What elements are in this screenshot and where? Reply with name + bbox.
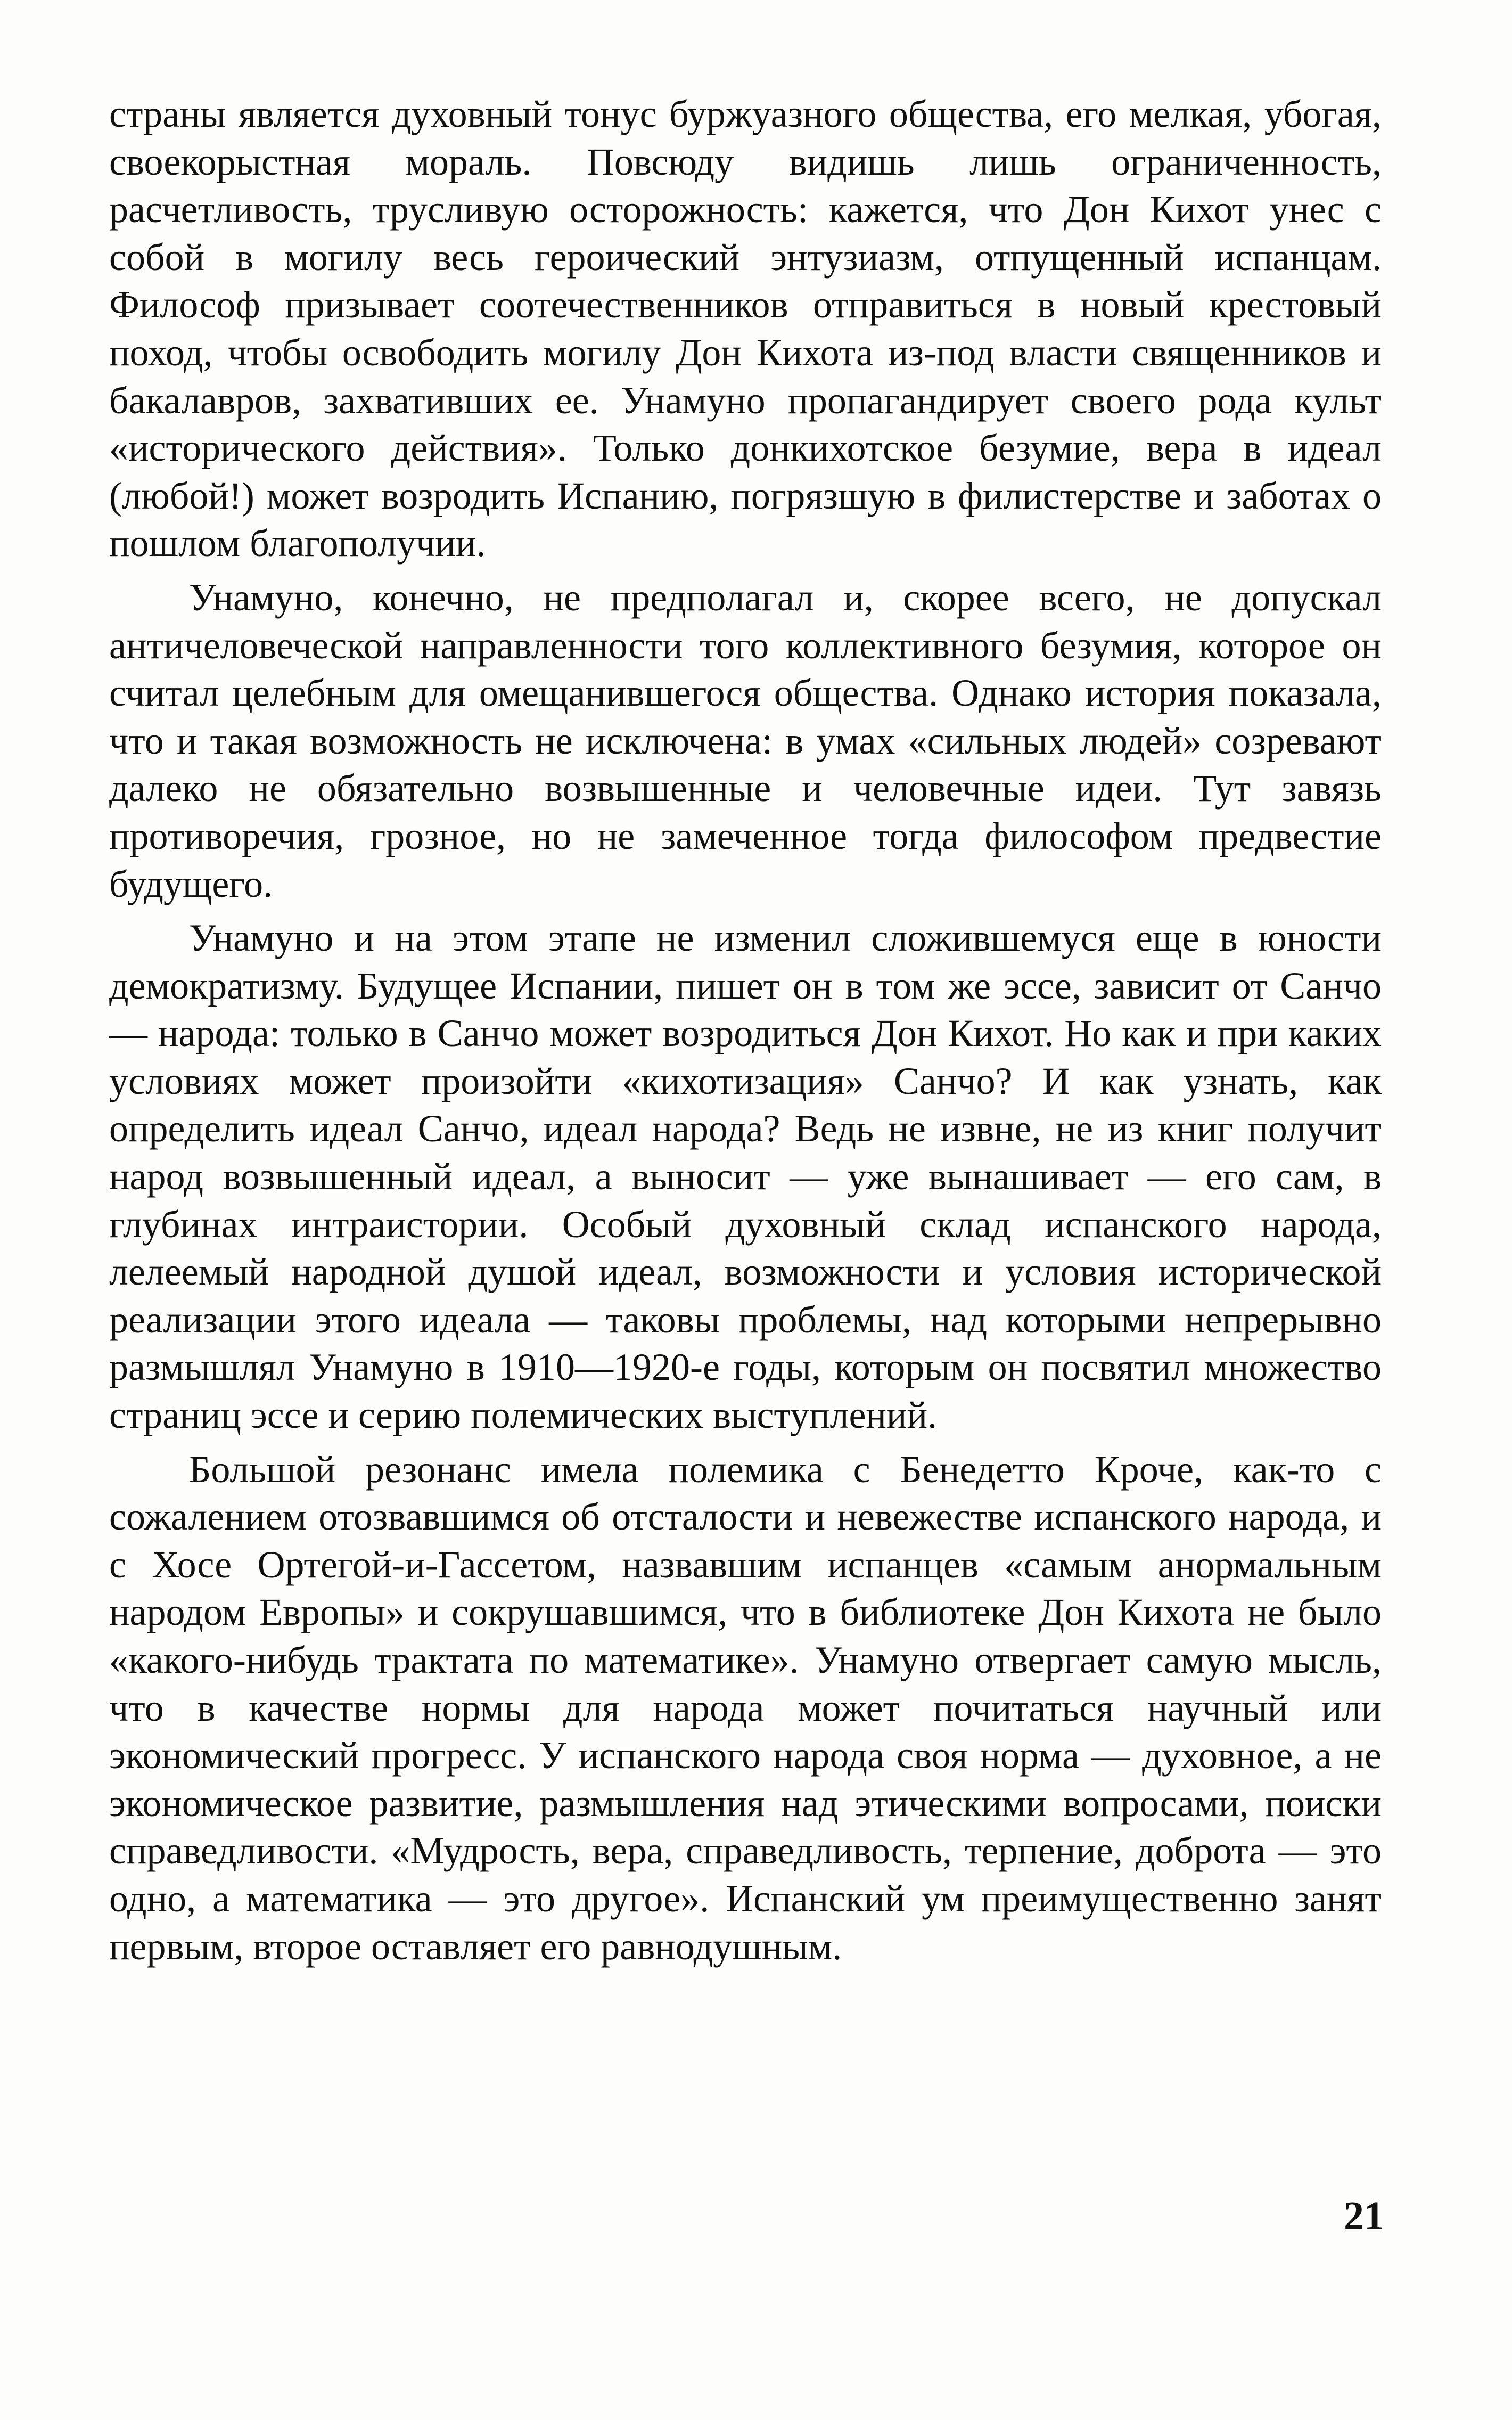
paragraph-3: Унамуно и на этом этапе не изменил сложившемуся еще в юности демократизму. Будущее Испании, пишет он в том же эссе, зависит от Санчо — народа: только в Санчо может возродиться Дон Кихот. Но как и при каких условиях может произойти «кихотизация» Санчо? И как узнать, как определить идеал Санчо, идеал народа? Ведь не извне, не из книг получит народ возвышенный идеал, а выносит — уже вынашивает — его сам, в глубинах интраистории. Особый духовный склад испанского народа, лелеемый народной душой идеал, возможности и условия исторической реализации этого идеала — таковы проблемы, над которыми непрерывно размышлял Унамуно в 1910—1920-е годы, которым он посвятил множество страниц эссе и серию полемических выступлений. xyxy=(109,917,1382,1437)
paragraph-2: Унамуно, конечно, не предполагал и, скорее всего, не допускал античеловеческой направленности того коллективного безумия, которое он считал целебным для омещанившегося общества. Однако история показала, что и такая возможность не исключена: в умах «сильных людей» созревают далеко не обязательно возвышенные и человечные идеи. Тут завязь противоречия, грозное, но не замеченное тогда философом предвестие будущего. xyxy=(109,576,1382,905)
paragraph-4: Большой резонанс имела полемика с Бенедетто Кроче, как-то с сожалением отозвавшимся об отсталости и невежестве испанского народа, и с Хосе Ортегой-и-Гассетом, назвавшим испанцев «самым анормальным народом Европы» и сокрушавшимся, что в библиотеке Дон Кихота не было «какого-нибудь трактата по математике». Унамуно отвергает самую мысль, что в качестве нормы для народа может почитаться научный или экономический прогресс. У испанского народа своя норма — духовное, а не экономическое развитие, размышления над этическими вопросами, поиски справедливости. «Мудрость, вера, справедливость, терпение, доброта — это одно, а математика — это другое». Испанский ум преимущественно занят первым, второе оставляет его равнодушным. xyxy=(109,1448,1382,1968)
page-number: 21 xyxy=(1344,2194,1384,2238)
page-body-text xyxy=(109,91,1382,1977)
paragraph-1: страны является духовный тонус буржуазного общества, его мелкая, убогая, своекорыстная мораль. Повсюду видишь лишь ограниченность, расчетливость, трусливую осторожность: кажется, что Дон Кихот унес с собой в могилу весь героический энтузиазм, отпущенный испанцам. Философ призывает соотечественников отправиться в новый крестовый поход, чтобы освободить могилу Дон Кихота из-под власти священников и бакалавров, захвативших ее. Унамуно пропагандирует своего рода культ «исторического действия». Только донкихотское безумие, вера в идеал (любой!) может возродить Испанию, погрязшую в филистерстве и заботах о пошлом благополучии. xyxy=(109,93,1382,565)
